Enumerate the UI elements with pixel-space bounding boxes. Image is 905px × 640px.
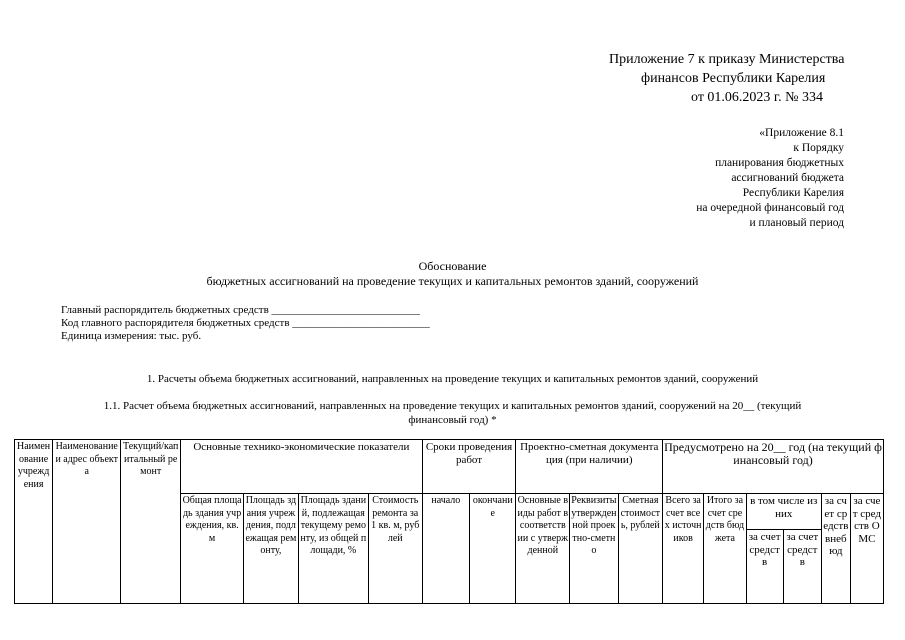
annex-line: к Порядку bbox=[793, 142, 844, 154]
header-area-to-repair: Площадь здания учреждения, подлежащая ремонту, bbox=[244, 494, 299, 604]
annex-line: «Приложение 8.1 bbox=[759, 127, 844, 139]
title-line: Обоснование bbox=[418, 259, 487, 273]
order-header bbox=[609, 50, 844, 107]
header-work-types: Основные виды работ в соответствии с утвержденной bbox=[516, 494, 570, 604]
header-including: в том числе из них bbox=[746, 494, 821, 530]
section-1-heading: 1. Расчеты объема бюджетных ассигнований, направленных на проведение текущих и капитальных ремонтов зданий, сооружений bbox=[146, 373, 759, 385]
order-header-line: Приложение 7 к приказу Министерства bbox=[609, 52, 845, 67]
header-repair-type: Текущий/капитальный ремонт bbox=[121, 440, 181, 604]
order-header-line: от 01.06.2023 г. № 334 bbox=[691, 90, 823, 105]
annex-header bbox=[696, 126, 844, 231]
annex-line: планирования бюджетных bbox=[715, 157, 844, 169]
section-line: 1.1. Расчет объема бюджетных ассигнований, направленных на проведение текущих и капитальных ремонтов зданий, сооружений на 20__ (текущий bbox=[103, 400, 802, 412]
header-technical-indicators: Основные технико-экономические показатели bbox=[181, 440, 422, 494]
annex-line: на очередной финансовый год bbox=[696, 202, 844, 214]
header-area-current-share: Площадь зданий, подлежащая текущему ремонту, из общей площади, % bbox=[298, 494, 368, 604]
manager-line: Главный распорядитель бюджетных средств ___________________________ bbox=[61, 304, 421, 316]
header-total-budget: Итого за счет средств бюджета bbox=[704, 494, 746, 604]
header-institution-name: Наименование учреждения bbox=[15, 440, 53, 604]
annex-line: ассигнований бюджета bbox=[731, 172, 844, 184]
order-header-line: финансов Республики Карелия bbox=[641, 71, 826, 86]
header-including-col-2: за счет средств bbox=[783, 530, 821, 604]
header-design-documentation: Проектно-сметная документация (при наличии) bbox=[516, 440, 663, 494]
header-oms: за счет средств ОМС bbox=[850, 494, 883, 604]
manager-code-line: Код главного распорядителя бюджетных средств _________________________ bbox=[61, 317, 430, 329]
header-estimate-cost: Сметная стоимость, рублей bbox=[618, 494, 662, 604]
unit-line: Единица измерения: тыс. руб. bbox=[61, 330, 202, 342]
header-approved-details: Реквизиты утвержденной проектно-сметно bbox=[570, 494, 619, 604]
title-line: бюджетных ассигнований на проведение текущих и капитальных ремонтов зданий, сооружений bbox=[206, 274, 699, 288]
header-total-area: Общая площадь здания учреждения, кв. м bbox=[181, 494, 244, 604]
header-work-terms: Сроки проведения работ bbox=[422, 440, 516, 494]
annex-line: Республики Карелия bbox=[742, 187, 844, 199]
document-title bbox=[0, 259, 905, 289]
header-cost-per-sqm: Стоимость ремонта за 1 кв. м, рублей bbox=[368, 494, 422, 604]
header-start: начало bbox=[422, 494, 469, 604]
section-1-1-heading bbox=[60, 399, 845, 427]
header-total-all-sources: Всего за счет всех источников bbox=[663, 494, 704, 604]
header-end: окончание bbox=[470, 494, 516, 604]
header-object-name: Наименование и адрес объекта bbox=[53, 440, 121, 604]
header-including-col-1: за счет средств bbox=[746, 530, 783, 604]
document-meta bbox=[61, 304, 430, 343]
header-planned-funding: Предусмотрено на 20__ год (на текущий финансовый год) bbox=[663, 440, 884, 494]
header-offbudget: за счет средств внебюд bbox=[821, 494, 850, 604]
budget-table bbox=[14, 439, 884, 604]
annex-line: и плановый период bbox=[749, 217, 844, 229]
section-line: финансовый год) * bbox=[408, 414, 497, 426]
